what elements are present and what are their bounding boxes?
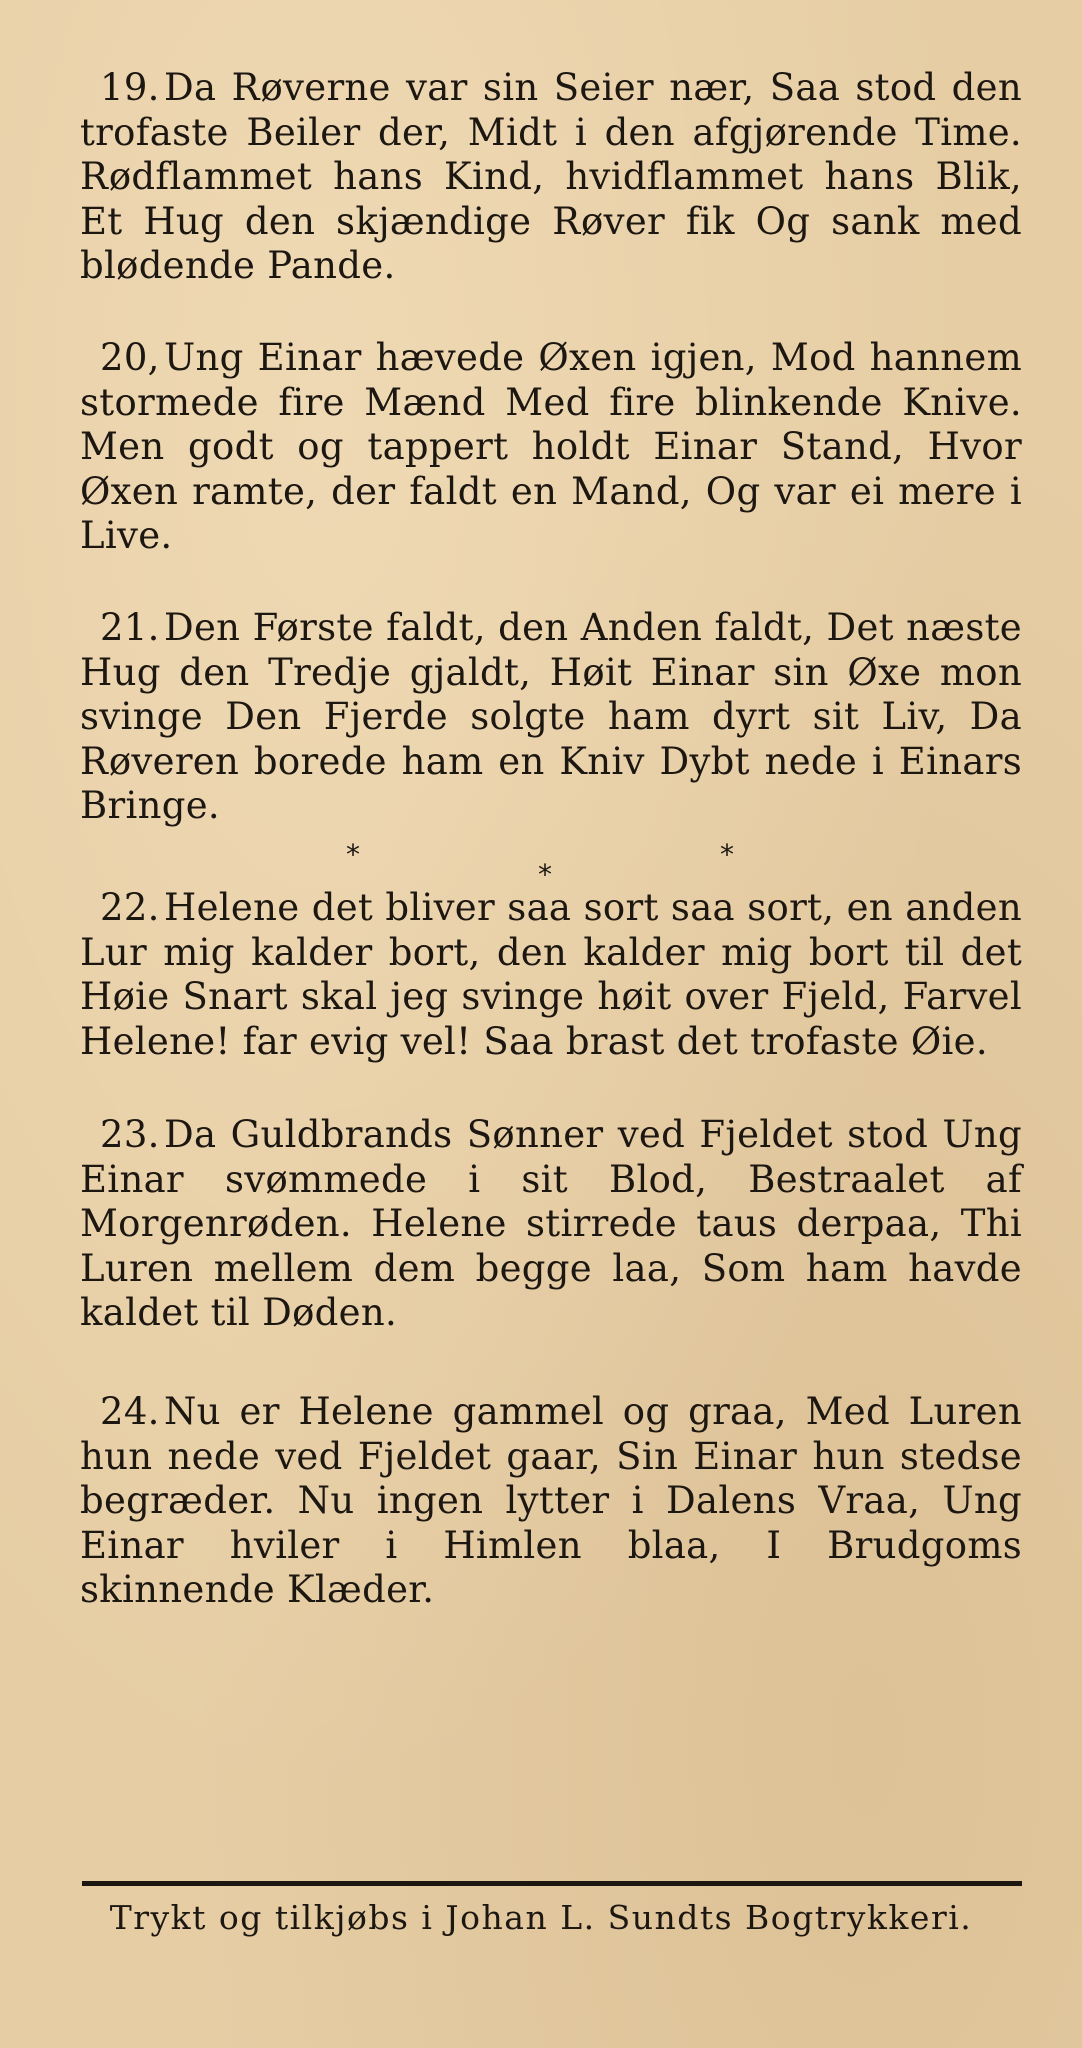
stanza-number: 20,	[100, 336, 160, 379]
stanza-number: 19.	[100, 66, 160, 109]
stanza-text: Den Første faldt, den Anden faldt, Det næste Hug den Tredje gjaldt, Høit Einar sin Øxe mon svinge Den Fjerde solgte ham dyrt sit Liv, Da Røveren borede ham en Kniv Dybt nede i Einars Bringe.	[80, 606, 1022, 827]
stanza-text: Ung Einar hævede Øxen igjen, Mod hannem stormede fire Mænd Med fire blinkende Knive. Men godt og tappert holdt Einar Stand, Hvor Øxen ramte, der faldt en Mand, Og var ei mere i Live.	[80, 336, 1022, 557]
stanza-number: 22.	[100, 886, 160, 929]
stanza-number: 21.	[100, 606, 160, 649]
stanza-text: Nu er Helene gammel og graa, Med Luren hun nede ved Fjeldet gaar, Sin Einar hun stedse begræder. Nu ingen lytter i Dalens Vraa, Ung Einar hviler i Himlen blaa, I Brudgoms skinnende Klæder.	[80, 1390, 1022, 1611]
asterisk-mark: *	[720, 838, 734, 871]
stanza-text: Da Røverne var sin Seier nær, Saa stod den trofaste Beiler der, Midt i den afgjørende Time. Rødflammet hans Kind, hvidflammet hans Blik, Et Hug den skjændige Røver fik Og sank med blødende Pande.	[80, 66, 1022, 287]
stanza-21	[80, 606, 1022, 829]
stanza-number: 23.	[100, 1113, 160, 1156]
stanza-number: 24.	[100, 1390, 160, 1433]
stanza-24	[80, 1390, 1022, 1613]
stanza-22	[80, 886, 1022, 1064]
asterisk-mark: *	[346, 838, 360, 871]
section-separator	[0, 838, 1082, 891]
horizontal-rule	[82, 1881, 1022, 1886]
stanza-19	[80, 66, 1022, 289]
printer-imprint: Trykt og tilkjøbs i Johan L. Sundts Bogtrykkeri.	[109, 1898, 973, 1937]
stanza-text: Da Guldbrands Sønner ved Fjeldet stod Ung Einar svømmede i sit Blod, Bestraalet af Morgenrøden. Helene stirrede taus derpaa, Thi Luren mellem dem begge laa, Som ham havde kaldet til Døden.	[80, 1113, 1022, 1334]
stanza-23	[80, 1113, 1022, 1336]
stanza-20	[80, 336, 1022, 559]
stanza-text: Helene det bliver saa sort saa sort, en anden Lur mig kalder bort, den kalder mig bort til det Høie Snart skal jeg svinge høit over Fjeld, Farvel Helene! far evig vel! Saa brast det trofaste Øie.	[80, 886, 1022, 1063]
asterisk-mark: *	[538, 858, 552, 891]
